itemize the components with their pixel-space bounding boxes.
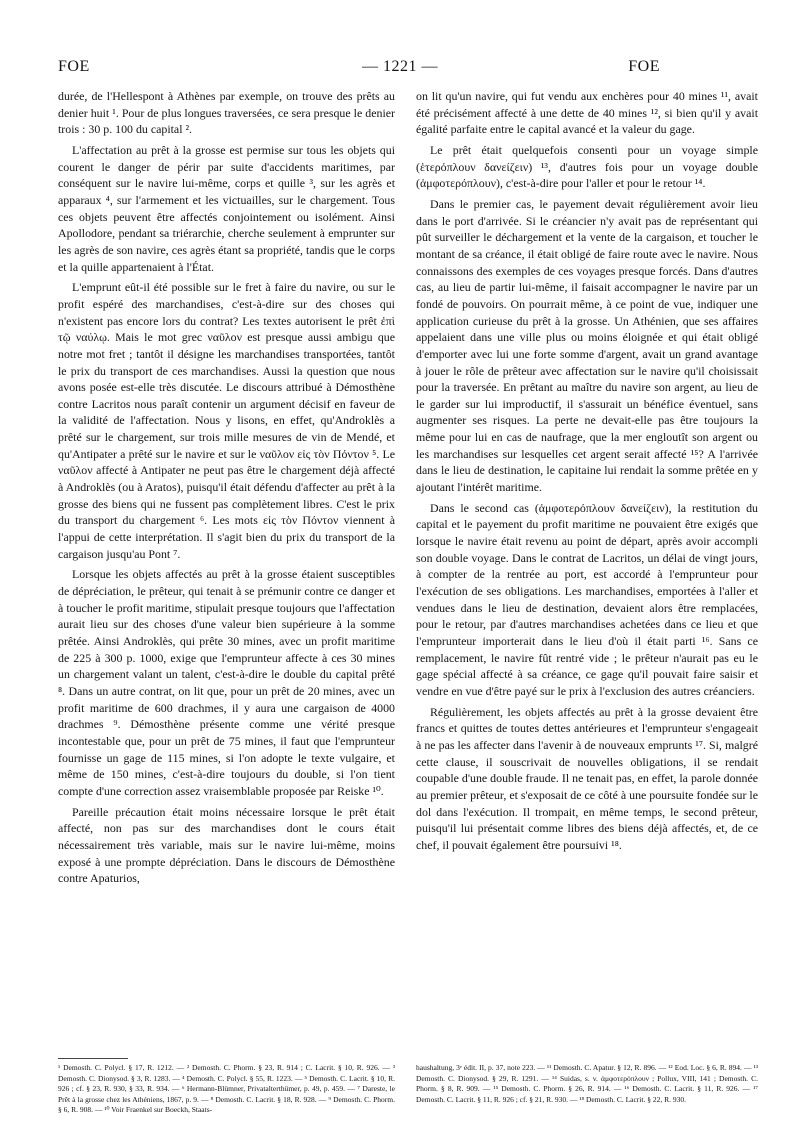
paragraph: Pareille précaution était moins nécessaire lorsque le prêt était affecté, non pas sur des marchandises dont le cours était nécessairement très variable, mais sur le navire lui-même, moins exposé à une prompte dépréciation. Dans le discours de Démosthène contre Apaturios, — [58, 804, 395, 886]
paragraph: on lit qu'un navire, qui fut vendu aux enchères pour 40 mines ¹¹, avait été précisément affecté à une dette de 40 mines ¹², si bien qu'il y avait égalité parfaite entre le capital avancé et la valeur du gage. — [416, 89, 758, 137]
running-head-right: FOE — [628, 58, 660, 75]
paragraph: Régulièrement, les objets affectés au prêt à la grosse devaient être francs et quittes de toutes dettes antérieures et l'emprunteur s'engageait à ne pas les affecter dans l'avenir à de nouveaux emprunts ¹⁷. Si, malgré cette clause, il souscrivait de nouvelles obligations, il se rendait coupable d'une double fraude. Il ne tenait pas, en effet, la parole donnée au premier prêteur, et s'exposait de ce côté à une poursuite fondée sur le dol dans l'exécution. Il trompait, en même temps, le second prêteur, puisqu'il lui présentait comme libres des biens déjà affectés, et, de ce chef, il pouvait également être poursuivi ¹⁸. — [416, 704, 758, 852]
running-head-left: FOE — [58, 58, 90, 75]
footnote-rule — [58, 1058, 128, 1059]
page-header — [40, 58, 760, 80]
paragraph: Dans le second cas (ἀμφοτερόπλουν δανείζειν), la restitution du capital et le payement du profit maritime ne pouvaient être exigés que lorsque le navire était revenu au point de départ, après avoir accompli son double voyage. Dans le contrat de Lacritos, un délai de vingt jours, à compter de la rentrée au port, est accordé à l'emprunteur pour l'exécution de ses obligations. Les marchandises, emportées à l'aller et vendues dans le lieu de destination, devaient alors être remplacées, pour le retour, par d'autres marchandises achetées dans ce lieu et que l'emprunteur importerait dans le lieu d'où il était parti ¹⁶. Sans ce remplacement, le navire fût rentré vide ; le prêteur n'aurait pas eu le gage spécial affecté à sa créance, ce gage qu'il pouvait faire saisir et vendre en vue d'être payé sur le prix à l'exclusion des autres créanciers. — [416, 500, 758, 698]
paragraph: Dans le premier cas, le payement devait régulièrement avoir lieu dans le port d'arrivée. Si le créancier n'y avait pas de représentant qui pût surveiller le déchargement et la vente de la cargaison, et toucher le montant de sa créance, il était obligé de faire route avec le navire. Nous connaissons des exemples de ces voyages presque forcés. Dans d'autres cas, au lieu de partir lui-même, il faisait accompagner le navire par un fondé de pouvoirs. On pourrait même, à ce point de vue, indiquer une application curieuse du prêt à la grosse. Un Athénien, que ses affaires appelaient dans une ville plus ou moins éloignée et qui était obligé d'emporter avec lui une forte somme d'argent, avait un grand avantage à jouer le rôle de prêteur avec affectation sur le navire qu'il choisissait pour la traversée. En prêtant au maître du navire son argent, au lieu de le garder sur lui improductif, il s'assurait un bénéfice éventuel, sans augmenter ses risques. La perte ne devait-elle pas être toujours la même pour lui en cas de naufrage, que la mer engloutît son argent ou les marchandises sur lesquelles cet argent serait affecté ¹⁵? A l'arrivée dans le lieu de destination, le capitaine lui rendait la somme prêtée en y ajoutant l'intérêt maritime. — [416, 196, 758, 495]
left-column — [58, 88, 395, 891]
paragraph: durée, de l'Hellespont à Athènes par exemple, on trouve des prêts au denier huit ¹. Pour de plus longues traversées, ce sera presque le denier trois : 30 p. 100 du capital ². — [58, 89, 395, 137]
page-number: — 1221 — — [362, 58, 438, 75]
footnotes-right: haushaltung, 3ᵉ édit. II, p. 37, note 223. — ¹¹ Demosth. C. Apatur. § 12, R. 896. — ¹² Eod. Loc. § 6, R. 894. — ¹³ Demosth. C. Dionysod. § 29, R. 1291. — ¹⁴ Suidas, s. v. ἀμφοτερόπλουν ; Pollux, VIII, 141 ; Demosth. C. Phorm. § 8, R. 909. — ¹⁵ Demosth. C. Phorm. § 26, R. 914. — ¹⁶ Demosth. C. Lacrit. § 11, R. 926. — ¹⁷ Demosth. C. Lacrit. § 11, R. 926 ; cf. § 21, R. 930. — ¹⁸ Demosth. C. Lacrit. § 22, R. 930. — [416, 1063, 758, 1104]
right-column — [416, 88, 758, 858]
footnotes-left: ¹ Demosth. C. Polycl. § 17, R. 1212. — ² Demosth. C. Phorm. § 23, R. 914 ; C. Lacrit. § 10, R. 926. — ³ Demosth. C. Dionysod. § 3, R. 1283. — ⁴ Demosth. C. Polycl. § 55, R. 1223. — ⁵ Demosth. C. Lacrit. § 10, R. 926 ; cf. § 23, R. 930, § 33, R. 934. — ⁶ Hermann-Blümner, Privatalterthümer, p. 49, p. 459. — ⁷ Dareste, le Prêt à la grosse chez les Athéniens, 1867, p. 9. — ⁸ Demosth. C. Lacrit. § 18, R. 928. — ⁹ Demosth. C. Phorm. § 6, R. 908. — ¹⁰ Voir Fraenkel sur Boeckh, Staats- — [58, 1063, 395, 1115]
paragraph: Le prêt était quelquefois consenti pour un voyage simple (ἑτερόπλουν δανείζειν) ¹³, d'autres fois pour un voyage double (ἀμφοτερόπλουν), c'est-à-dire pour l'aller et pour le retour ¹⁴. — [416, 142, 758, 191]
paragraph: Lorsque les objets affectés au prêt à la grosse étaient susceptibles de dépréciation, le prêteur, qui tenait à se prémunir contre ce danger et à toucher le profit maritime, stipulait presque toujours que l'affectation aurait lieu sur des choses d'une valeur bien supérieure à la somme prêtée. Ainsi Androklès, qui prête 30 mines, avec un profit maritime de 225 à 300 p. 1000, exige que l'emprunteur affecte à ces 30 mines un chargement valant un talent, c'est-à-dire le double du capital prêté ⁸. Dans un autre contrat, on lit que, pour un prêt de 20 mines, avec un profit maritime de 600 drachmes, il y aura une cargaison de 4000 drachmes ⁹. Démosthène présente comme une vérité presque incontestable que, pour un prêt de 75 mines, il faut que l'emprunteur fournisse un gage de 115 mines, si l'on adopte le texte vulgaire, et même de 150 mines, c'est-à-dire toujours du double, si l'on tient compte d'une correction assez vraisemblable proposée par Reiske ¹⁰. — [58, 567, 395, 798]
paragraph: L'affectation au prêt à la grosse est permise sur tous les objets qui courent le danger de périr par suite d'accidents maritimes, par conséquent sur le navire lui-même, corps et quille ³, sur les agrès et apparaux ⁴, sur l'armement et les victuailles, sur le chargement. Tous ces objets peuvent être affectés conjointement ou isolément. Ainsi Apollodore, pendant sa triérarchie, cherche seulement à emprunter sur les agrès de son navire, ces agrès étant sa propriété, tandis que le corps et la quille appartenaient à l'État. — [58, 142, 395, 274]
paragraph: L'emprunt eût-il été possible sur le fret à faire du navire, ou sur le profit espéré des marchandises, c'est-à-dire sur des choses qui n'existent pas encore lors du contrat? Les textes autorisent le prêt ἐπὶ τῷ ναύλῳ. Mais le mot grec ναῦλον est presque aussi ambigu que notre mot fret ; tantôt il désigne les marchandises transportées, tantôt le prix du transport de ces marchandises. Aussi la question que nous avons posée est-elle très discutée. Le discours attribué à Démosthène contre Lacritos nous paraît contenir un argument décisif en faveur de la validité de l'affectation. Nous y lisons, en effet, qu'Androklès a prêté sur le chargement, sur trois mille mesures de vin de Mendé, et qu'Antipater a prêté sur le navire et sur le ναῦλον εἰς τὸν Πόντον ⁵. Le ναῦλον affecté à Antipater ne peut pas être le chargement déjà affecté à Androklès (ou à Aratos), puisqu'il était défendu d'affecter au prêt à la grosse des biens qui ne fussent pas complètement libres. C'est le prix du transport du chargement ⁶. Les mots εἰς τὸν Πόντον viennent à l'appui de cette interprétation. Il s'agit bien du prix du transport de la cargaison jusqu'au Pont ⁷. — [58, 280, 395, 561]
